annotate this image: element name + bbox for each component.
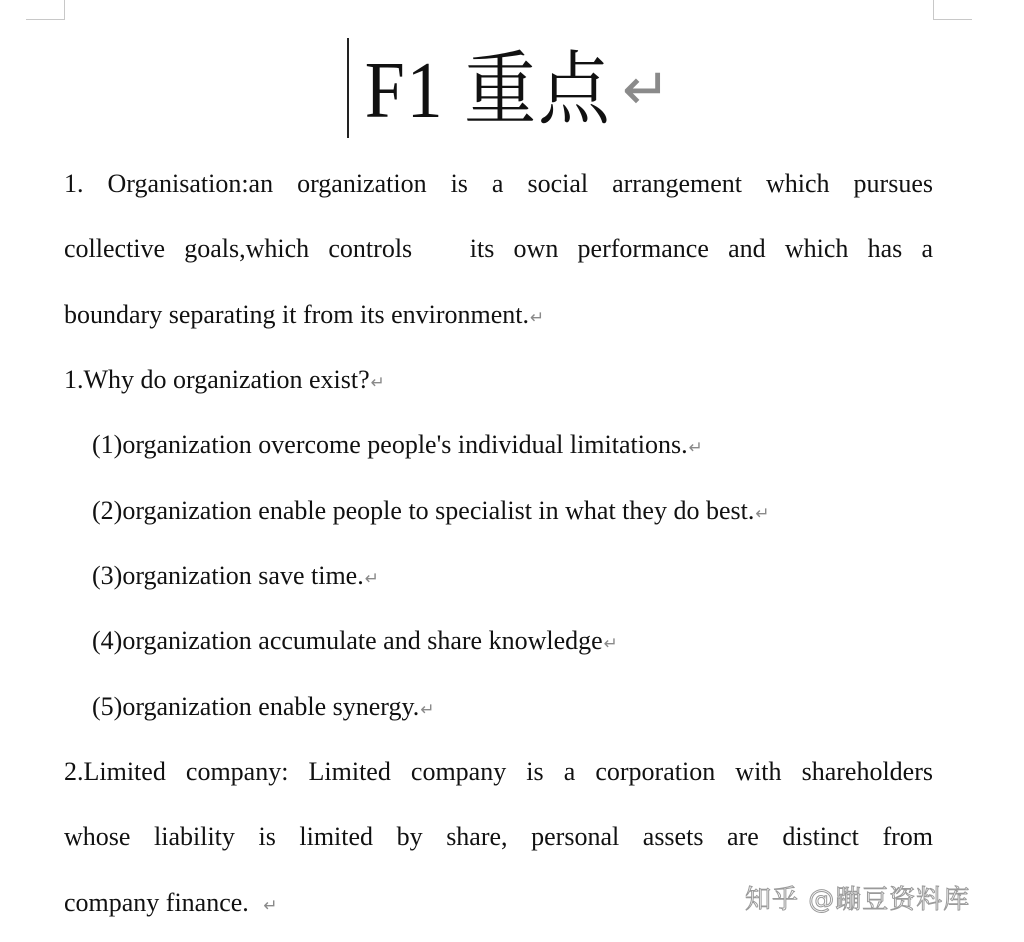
list-item-line: [92, 674, 961, 743]
document-title[interactable]: [0, 34, 1024, 146]
paragraph-mark-icon: ↵: [420, 700, 435, 720]
list-item-text: (4)organization accumulate and share knowledge: [92, 626, 603, 655]
list-item-line: [92, 608, 961, 677]
heading-why-organizations-exist[interactable]: [64, 347, 933, 416]
list-item-line: [92, 543, 961, 612]
zhihu-watermark: 知乎 @蹦豆资料库: [745, 885, 971, 915]
text-line-content: company finance.: [64, 887, 256, 917]
paragraph-mark-icon: ↵: [530, 307, 545, 328]
list-item-text: (5)organization enable synergy.: [92, 692, 420, 721]
paragraph-mark-icon: ↵: [688, 438, 703, 458]
text-line: 1. Organisation:an organization is a social arrangement which pursues: [64, 169, 933, 198]
text-line: 2.Limited company: Limited company is a corporation with shareholders: [64, 757, 933, 786]
list-item[interactable]: [64, 478, 961, 547]
text-cursor: [347, 38, 349, 138]
title-text: F1 重点: [365, 47, 613, 135]
list-item-text: (3)organization save time.: [92, 561, 364, 590]
page-corner-mark-left: [26, 0, 65, 20]
list-item[interactable]: [64, 412, 961, 481]
list-item-text: (1)organization overcome people's individual limitations.: [92, 430, 688, 459]
paragraph-mark-icon: ↵: [621, 55, 673, 123]
paragraph-mark-icon: ↵: [364, 569, 379, 589]
text-line-content: boundary separating it from its environment.: [64, 299, 530, 329]
paragraph-mark-icon: ↵: [370, 373, 385, 393]
heading-line: [64, 347, 933, 416]
list-item-line: [92, 412, 961, 481]
paragraph-mark-icon: ↵: [603, 634, 618, 654]
paragraph-organisation-definition[interactable]: [64, 151, 933, 351]
list-item-line: [92, 478, 961, 547]
text-line: collective goals,which controls its own performance and which has a: [64, 234, 933, 264]
list-item[interactable]: [64, 543, 961, 612]
list-item[interactable]: [64, 608, 961, 677]
list-item[interactable]: [64, 674, 961, 743]
paragraph-mark-icon: ↵: [263, 895, 278, 916]
list-item-text: (2)organization enable people to specialist in what they do best.: [92, 496, 755, 525]
heading-text: 1.Why do organization exist?: [64, 365, 370, 394]
page-corner-mark-right: [933, 0, 972, 20]
text-line: [64, 282, 933, 351]
paragraph-mark-icon: ↵: [755, 504, 770, 524]
text-line: whose liability is limited by share, personal assets are distinct from: [64, 822, 933, 852]
